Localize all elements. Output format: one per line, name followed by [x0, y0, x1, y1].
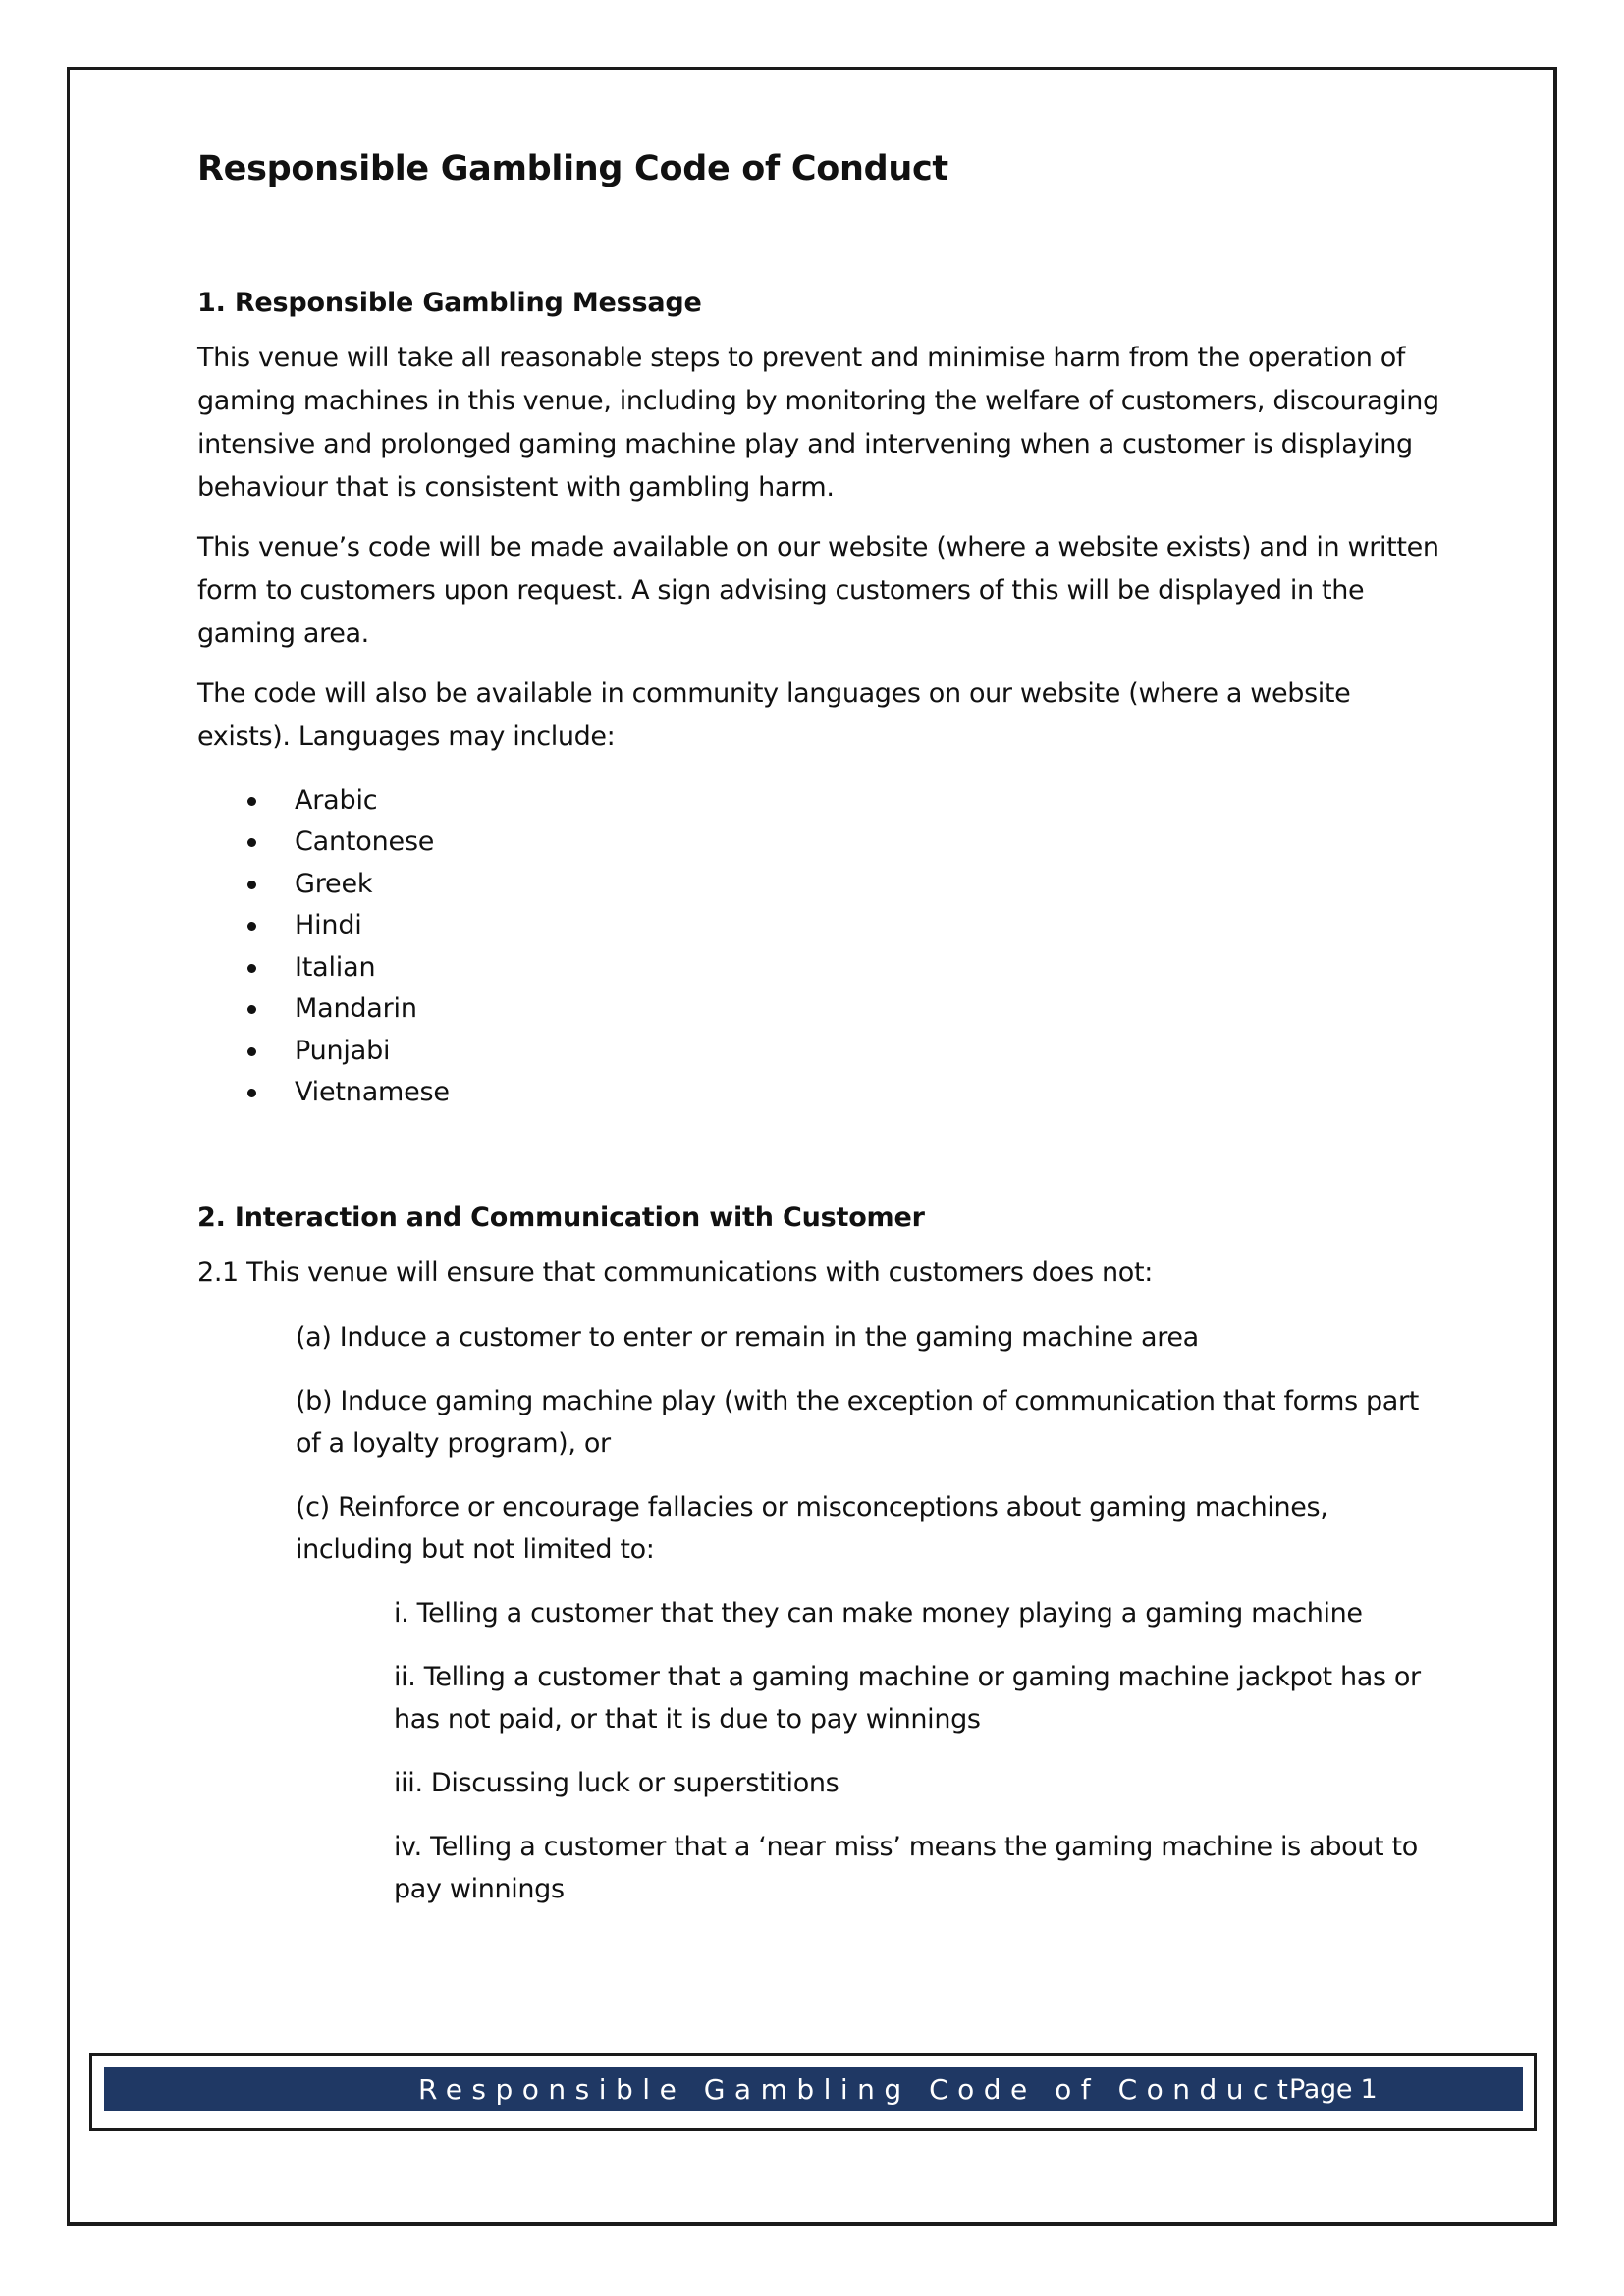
- document-title: Responsible Gambling Code of Conduct: [197, 149, 948, 188]
- language-list-item: [197, 988, 1444, 1031]
- language-label: Punjabi: [295, 1035, 391, 1066]
- document-body: [197, 147, 1444, 1910]
- bullet-icon: [247, 1089, 256, 1097]
- language-list-item: [197, 1031, 1444, 1073]
- footer-bar: [104, 2067, 1523, 2111]
- misconception-item: i. Telling a customer that they can make money playing a gaming machine: [394, 1597, 1363, 1629]
- language-label: Cantonese: [295, 827, 435, 858]
- language-label: Mandarin: [295, 993, 417, 1025]
- language-label: Hindi: [295, 910, 362, 941]
- language-label: Arabic: [295, 784, 378, 816]
- misconception-item: ii. Telling a customer that a gaming machine or gaming machine jackpot has or has not paid, or that it is due to pay winnings: [394, 1661, 1421, 1735]
- communication-item: (c) Reinforce or encourage fallacies or misconceptions about gaming machines, including but not limited to:: [296, 1491, 1328, 1565]
- page-number: Page 1: [1289, 2074, 1378, 2105]
- language-list-item: [197, 780, 1444, 823]
- language-list-item: [197, 905, 1444, 947]
- language-label: Vietnamese: [295, 1077, 450, 1108]
- section-1-paragraph: This venue will take all reasonable steps to prevent and minimise harm from the operation of gaming machines in this venue, including by monitoring the welfare of customers, discouraging intensive and prolonged gaming machine play and intervening when a customer is displaying behaviour that is consistent with gambling harm.: [197, 342, 1439, 503]
- section-2-intro: 2.1 This venue will ensure that communications with customers does not:: [197, 1256, 1153, 1288]
- bullet-icon: [247, 838, 256, 847]
- language-list: [197, 780, 1444, 1114]
- bullet-icon: [247, 964, 256, 973]
- section-1-heading: 1. Responsible Gambling Message: [197, 287, 702, 318]
- communication-item: (b) Induce gaming machine play (with the exception of communication that forms part of a loyalty program), or: [296, 1385, 1419, 1459]
- bullet-icon: [247, 881, 256, 889]
- misconception-item: iii. Discussing luck or superstitions: [394, 1767, 839, 1798]
- language-list-item: [197, 864, 1444, 906]
- language-list-item: [197, 1072, 1444, 1114]
- section-1-paragraph: This venue’s code will be made available on our website (where a website exists) and in written form to customers upon request. A sign advising customers of this will be displayed in the gaming area.: [197, 531, 1439, 649]
- language-list-item: [197, 947, 1444, 989]
- communication-item: (a) Induce a customer to enter or remain in the gaming machine area: [296, 1321, 1199, 1353]
- language-list-item: [197, 822, 1444, 864]
- bullet-icon: [247, 1005, 256, 1014]
- misconception-item: iv. Telling a customer that a ‘near miss’ means the gaming machine is about to pay winnings: [394, 1831, 1418, 1904]
- bullet-icon: [247, 797, 256, 806]
- section-2-heading: 2. Interaction and Communication with Customer: [197, 1201, 925, 1233]
- language-label: Greek: [295, 868, 373, 899]
- footer-title: Responsible Gambling Code of Conduct: [418, 2073, 1298, 2106]
- section-1-paragraph: The code will also be available in community languages on our website (where a website exists). Languages may include:: [197, 677, 1351, 752]
- bullet-icon: [247, 922, 256, 931]
- bullet-icon: [247, 1047, 256, 1056]
- communication-items: [197, 1316, 1444, 1571]
- misconception-items: [197, 1592, 1444, 1910]
- language-label: Italian: [295, 951, 376, 983]
